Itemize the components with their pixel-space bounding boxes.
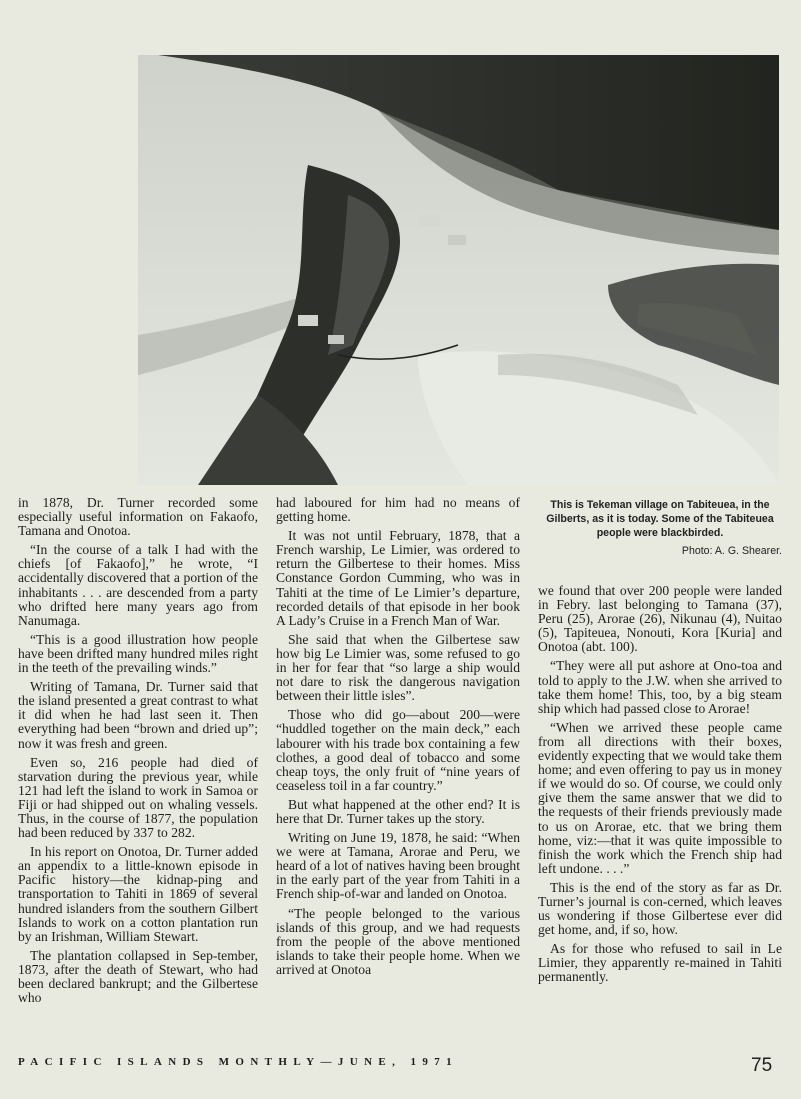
photo-credit: Photo: A. G. Shearer. (681, 545, 782, 557)
paragraph: But what happened at the other end? It is here that Dr. Turner takes up the story. (276, 796, 520, 826)
paragraph: In his report on Onotoa, Dr. Turner added an appendix to a little-known episode in Pacific history—the kidnap-ping and transportation to Tahiti in 1869 of several hundred islanders from the southern Gilbert Islands to work on a cotton plantation run by an Irishman, William Stewart. (18, 844, 258, 944)
article-column-1 (18, 496, 258, 1010)
article-column-2 (276, 496, 520, 982)
paragraph: It was not until February, 1878, that a French warship, Le Limier, was ordered to return the Gilbertese to their homes. Miss Constance Gordon Cumming, who was in Tahiti at the time of Le Limier’s departure, recorded details of that episode in her book A Lady’s Cruise in a French Man of War. (276, 528, 520, 628)
publication-footer: PACIFIC ISLANDS MONTHLY—JUNE, 1971 (18, 1056, 459, 1068)
paragraph: Writing on June 19, 1878, he said: “When we were at Tamana, Arorae and Peru, we heard of a lot of natives having been brought in the early part of the year from Tahiti in a French ship-of-war and landed on Onotoa. (276, 830, 520, 902)
paragraph: in 1878, Dr. Turner recorded some especially useful information on Fakaofo, Tamana and Onotoa. (18, 495, 258, 539)
paragraph: “In the course of a talk I had with the chiefs [of Fakaofo],” he wrote, “I accidentally discovered that a portion of the inhabitants . . . are descended from a party who drifted here many years ago from Nanumaga. (18, 542, 258, 628)
photo-image (138, 55, 779, 485)
aerial-village-photo (138, 55, 779, 485)
paragraph: The plantation collapsed in Sep-tember, 1873, after the death of Stewart, who had been declared bankrupt; and the Gilbertese who (18, 947, 258, 1006)
paragraph: had laboured for him had no means of getting home. (276, 495, 520, 525)
paragraph: “The people belonged to the various islands of this group, and we had requests from the people of the above mentioned islands to take their people home. When we arrived at Onotoa (276, 905, 520, 977)
paragraph: Writing of Tamana, Dr. Turner said that the island presented a great contrast to what it did when he had last seen it. Then everything had been “brown and dried up”; now it was fresh and green. (18, 679, 258, 751)
article-column-3 (538, 584, 782, 990)
paragraph: She said that when the Gilbertese saw how big Le Limier was, some refused to go in her for fear that “so large a ship would not dare to risk the dangerous navigation between their little isles”. (276, 631, 520, 704)
paragraph: Those who did go—about 200—were “huddled together on the main deck,” each labourer with his trade box containing a few clothes, a good deal of tobacco and some cheap toys, the only fruit of “nine years of ceaseless toil in a far country.” (276, 707, 520, 793)
paragraph: As for those who refused to sail in Le Limier, they apparently re-mained in Tahiti permanently. (538, 941, 782, 985)
paragraph: Even so, 216 people had died of starvation during the previous year, while 121 had left the island to work in Samoa or Fiji or had shipped out on whaling vessels. Thus, in the course of 1877, the population had been reduced by 337 to 282. (18, 754, 258, 841)
paragraph: we found that over 200 people were landed in Febry. last belonging to Tamana (37), Peru (25), Arorae (26), Nikunau (4), Nuitao (5), Tapiteuea, Nonouti, Kora [Kuria] and Onotoa (abt. 100). (538, 583, 782, 655)
paragraph: This is the end of the story as far as Dr. Turner’s journal is con-cerned, which leaves us wondering if those Gilbertese ever did get home, and, if so, how. (538, 879, 782, 938)
page-number: 75 (751, 1055, 773, 1076)
photo-caption: This is Tekeman village on Tabiteuea, in the Gilberts, as it is today. Some of the Tabiteuea people were blackbirded. (546, 499, 774, 539)
paragraph: “They were all put ashore at Ono-toa and told to apply to the J.W. when she arrived to take them home! This, too, by a big steam ship which had passed close to Arorae! (538, 658, 782, 716)
paragraph: “This is a good illustration how people have been drifted many hundred miles right in the teeth of the prevailing winds.” (18, 631, 258, 676)
paragraph: “When we arrived these people came from all directions with their boxes, evidently expecting that we would take them home; and even offering to pay us in money if we would do so. Of course, we could only give them the same answer that we did to the requests of their friends previously made to us on Arorae, etc. that we bring them home, viz:—that it was quite impossible to finish the work which the French ship had left undone. . . .” (538, 719, 782, 876)
